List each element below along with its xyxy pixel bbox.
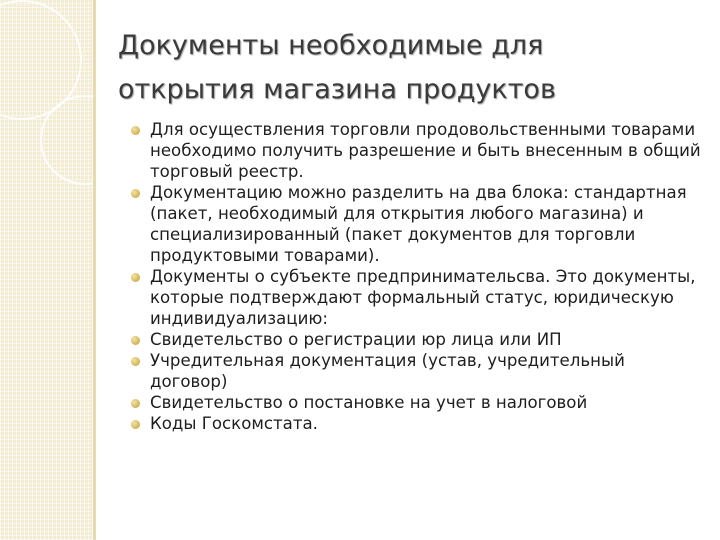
- bullet-item: [131, 392, 701, 413]
- bullet-text: Документы о субъекте предпринимательсва. Это документы, которые подтверждают формальный статус, юридическую индивидуализацию:: [150, 267, 696, 328]
- bullet-dot-icon: [131, 399, 140, 408]
- slide-title: [118, 24, 708, 112]
- bullet-dot-icon: [131, 357, 140, 366]
- bullet-item: [131, 329, 701, 350]
- bullet-item: [131, 350, 701, 392]
- decorative-sidebar: [0, 0, 93, 540]
- decorative-circle: [40, 95, 130, 185]
- bullet-dot-icon: [131, 126, 140, 135]
- bullet-text: Для осуществления торговли продовольственными товарами необходимо получить разрешение и быть внесенным в общий торговый реестр.: [150, 120, 701, 181]
- bullet-dot-icon: [131, 189, 140, 198]
- bullet-item: [131, 119, 701, 182]
- bullet-text: Свидетельство о постановке на учет в налоговой: [150, 393, 588, 412]
- bullet-text: Учредительная документация (устав, учредительный договор): [150, 351, 625, 391]
- bullet-item: [131, 413, 701, 434]
- slide-title-line-2: открытия магазина продуктов: [118, 74, 556, 105]
- bullet-item: [131, 182, 701, 266]
- slide-title-line-1: Документы необходимые для: [118, 30, 544, 61]
- bullet-text: Документацию можно разделить на два блока: стандартная (пакет, необходимый для открытия любого магазина) и специализированный (пакет документов для торговли продуктовыми товарами).: [150, 183, 687, 265]
- bullet-text: Коды Госкомстата.: [150, 414, 318, 433]
- sidebar-divider: [93, 0, 96, 540]
- bullet-list: [131, 119, 701, 434]
- bullet-item: [131, 266, 701, 329]
- bullet-text: Свидетельство о регистрации юр лица или ИП: [150, 330, 562, 349]
- bullet-dot-icon: [131, 420, 140, 429]
- bullet-dot-icon: [131, 336, 140, 345]
- bullet-dot-icon: [131, 273, 140, 282]
